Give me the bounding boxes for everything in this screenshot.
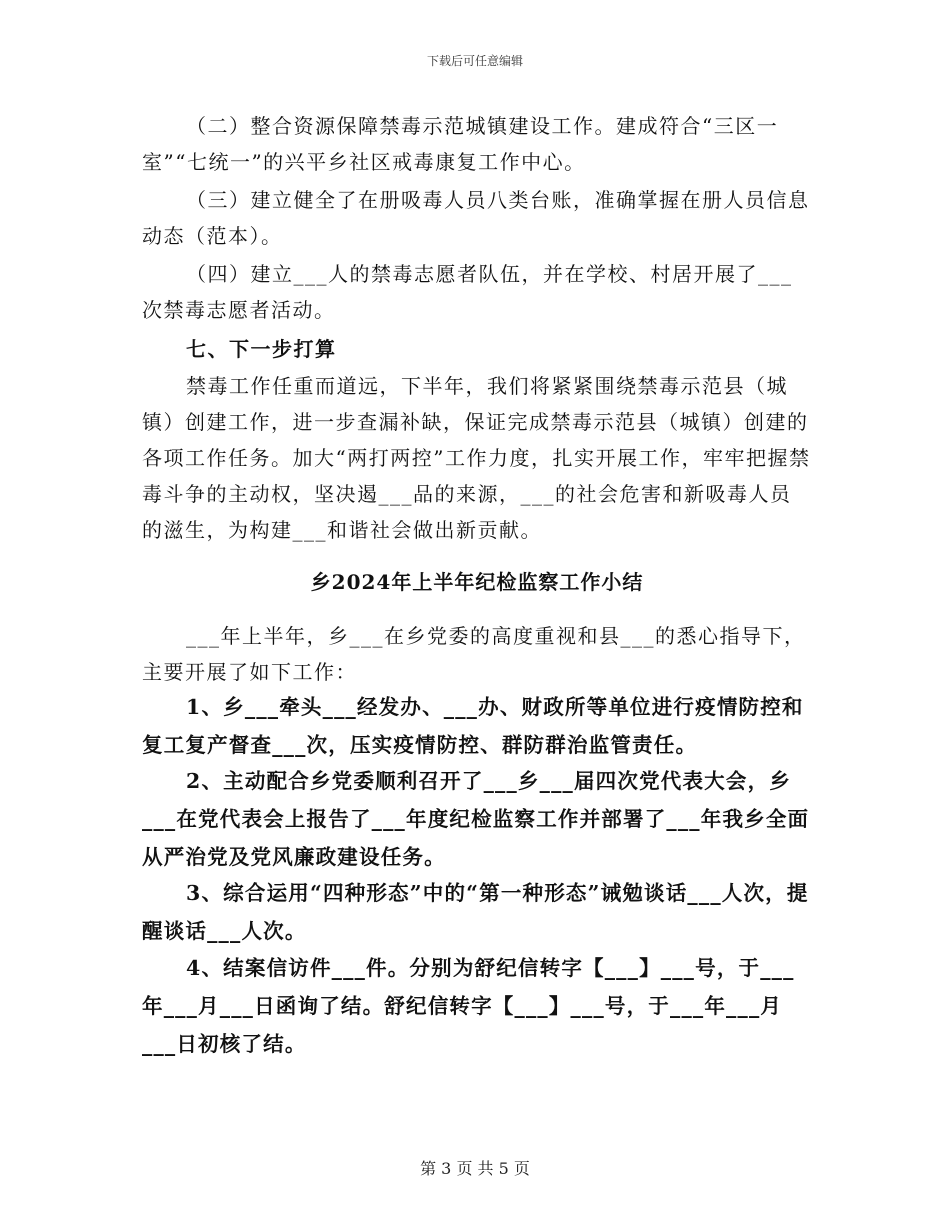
report-item-3: 3、综合运用“四种形态”中的“第一种形态”诫勉谈话___人次，提醒谈话___人次。: [142, 881, 809, 943]
page-footer-number: 第 3 页 共 5 页: [420, 1159, 530, 1178]
page-header-note: 下载后可任意编辑: [426, 54, 523, 68]
paragraph-volunteers: （四）建立___人的禁毒志愿者队伍，并在学校、村居开展了___次禁毒志愿者活动。: [142, 262, 793, 322]
paragraph-resources: （二）整合资源保障禁毒示范城镇建设工作。建成符合“三区一室”“七统一”的兴平乡社区戒毒康复工作中心。: [142, 114, 779, 174]
report-item-2: 2、主动配合乡党委顺利召开了___乡___届四次党代表大会，乡___在党代表会上报告了___年度纪检监察工作并部署了___年我乡全面从严治党及党风廉政建设任务。: [142, 769, 810, 869]
paragraph-registry: （三）建立健全了在册吸毒人员八类台账，准确掌握在册人员信息动态（范本）。: [142, 188, 810, 248]
report-title: 乡2024年上半年纪检监察工作小结: [310, 570, 644, 594]
paragraph-next-steps: 禁毒工作任重而道远，下半年，我们将紧紧围绕禁毒示范县（城镇）创建工作，进一步查漏补缺，保证完成禁毒示范县（城镇）创建的各项工作任务。加大“两打两控”工作力度，扎实开展工作，牢牢把握禁毒斗争的主动权，坚决遏___品的来源，___的社会危害和新吸毒人员的滋生，为构建___和谐社会做出新贡献。: [142, 374, 811, 542]
section-heading-next-steps: 七、下一步打算: [186, 337, 337, 361]
report-intro: ___年上半年，乡___在乡党委的高度重视和县___的悉心指导下，主要开展了如下工作：: [142, 624, 806, 684]
report-item-1: 1、乡___牵头___经发办、___办、财政所等单位进行疫情防控和复工复产督查___次，压实疫情防控、群防群治监管责任。: [142, 695, 804, 757]
report-item-4: 4、结案信访件___件。分别为舒纪信转字【___】___号，于___年___月___日函询了结。舒纪信转字【___】___号，于___年___月___日初核了结。: [142, 956, 795, 1056]
